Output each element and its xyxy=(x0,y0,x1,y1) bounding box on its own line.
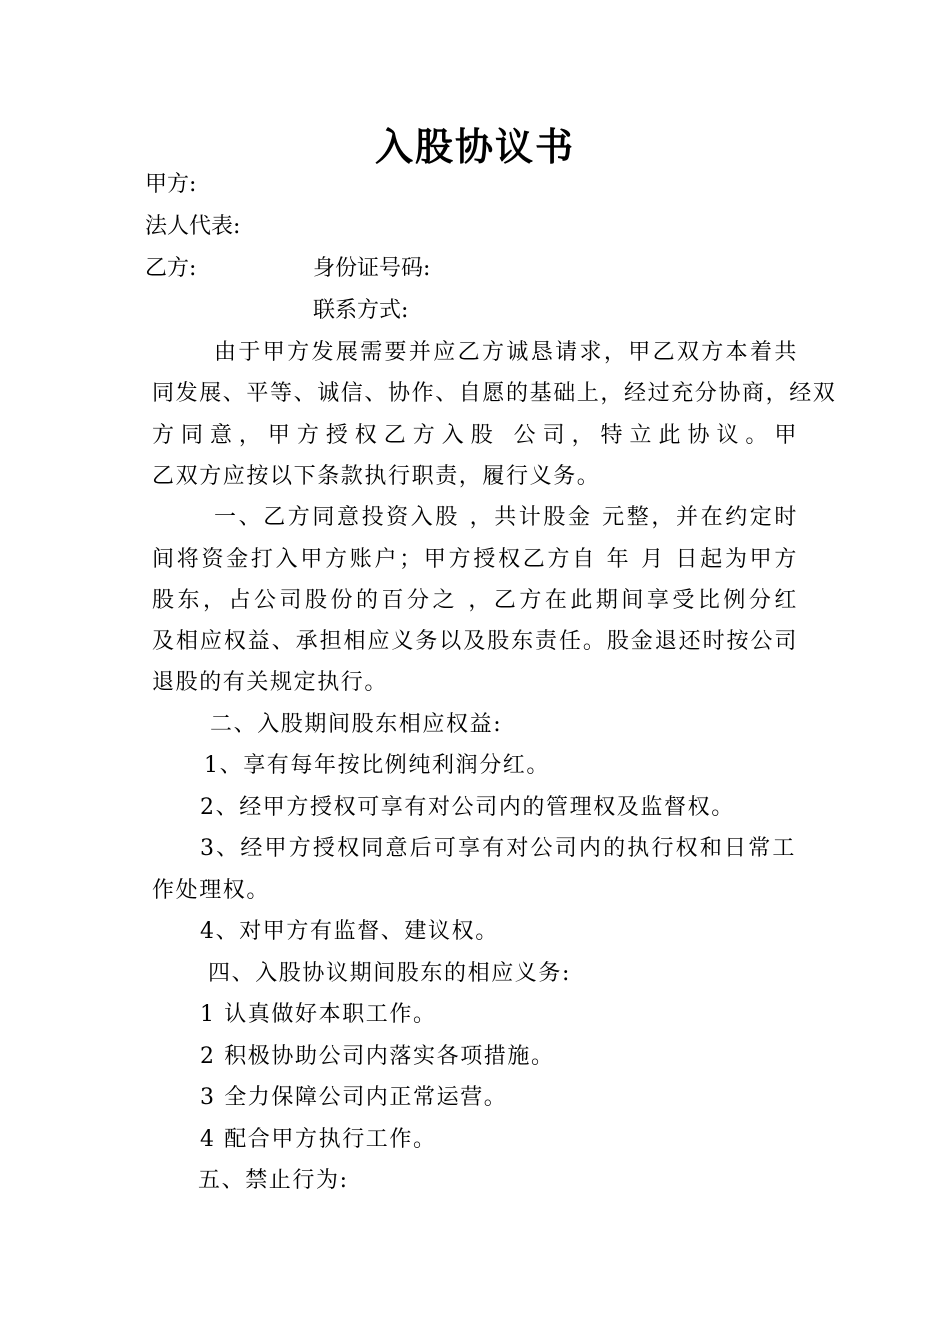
section5-heading: 五、禁止行为: xyxy=(198,1168,349,1193)
section2-heading: 二、入股期间股东相应权益: xyxy=(210,712,503,737)
intro-line-4: 乙双方应按以下条款执行职责，履行义务。 xyxy=(152,464,601,489)
section2-item-3: 3、经甲方授权同意后可享有对公司内的执行权和日常工 xyxy=(200,836,796,861)
id-number-label: 身份证号码: xyxy=(313,256,431,281)
clause1-line-4: 及相应权益、承担相应义务以及股东责任。股金退还时按公司 xyxy=(152,629,798,654)
section2-item-4: 4、对甲方有监督、建议权。 xyxy=(200,919,499,944)
clause1-line-1: 一、乙方同意投资入股 ，共计股金 元整，并在约定时 xyxy=(214,505,798,530)
section4-heading: 四、入股协议期间股东的相应义务: xyxy=(208,961,572,986)
clause1-line-2: 间将资金打入甲方账户；甲方授权乙方自 年 月 日起为甲方 xyxy=(152,547,798,572)
party-a-label: 甲方: xyxy=(145,172,197,197)
section4-item-2: 2 积极协助公司内落实各项措施。 xyxy=(200,1044,555,1069)
document-title: 入股协议书 xyxy=(374,125,575,169)
clause1-line-5: 退股的有关规定执行。 xyxy=(152,670,389,695)
section4-item-4: 4 配合甲方执行工作。 xyxy=(200,1127,437,1152)
section2-item-1: 1、享有每年按比例纯利润分红。 xyxy=(204,753,550,778)
section4-item-3: 3 全力保障公司内正常运营。 xyxy=(200,1085,508,1110)
contact-label: 联系方式: xyxy=(313,298,409,323)
section4-item-1: 1 认真做好本职工作。 xyxy=(200,1002,437,1027)
section2-item-3-cont: 作处理权。 xyxy=(152,878,271,903)
intro-line-3: 方同意，甲方授权乙方入股 公司，特立此协议。甲 xyxy=(152,423,798,448)
section2-item-2: 2、经甲方授权可享有对公司内的管理权及监督权。 xyxy=(200,795,735,820)
intro-line-2: 同发展、平等、诚信、协作、自愿的基础上，经过充分协商，经双 xyxy=(152,381,837,406)
intro-line-1: 由于甲方发展需要并应乙方诚恳请求，甲乙双方本着共 xyxy=(214,340,798,365)
party-b-label: 乙方: xyxy=(145,256,197,281)
legal-representative-label: 法人代表: xyxy=(145,214,241,239)
clause1-line-3: 股东，占公司股份的百分之 ，乙方在此期间享受比例分红 xyxy=(152,588,798,613)
